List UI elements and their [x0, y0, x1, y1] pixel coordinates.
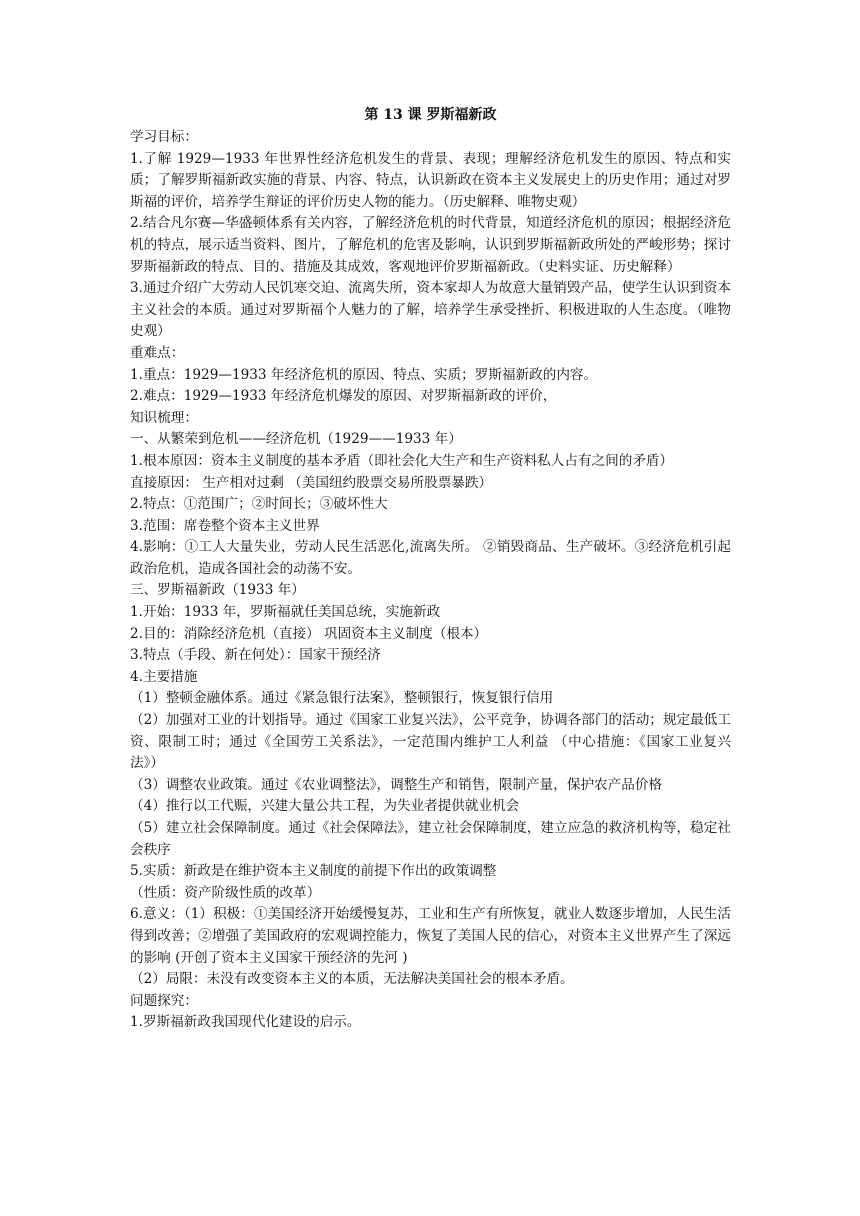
objective-3: 3.通过介绍广大劳动人民饥寒交迫、流离失所，资本家却人为故意大量销毁产品，使学生认识到资本主义社会的本质。通过对罗斯福个人魅力的了解，培养学生承受挫折、积极进取的人生态度。（唯物史观）	[130, 280, 731, 340]
key-point-1: 1.重点：1929—1933 年经济危机的原因、特点、实质；罗斯福新政的内容。	[130, 366, 598, 383]
new-deal-start: 1.开始：1933 年，罗斯福就任美国总统，实施新政	[130, 604, 441, 621]
knowledge-heading: 知识梳理：	[130, 409, 198, 426]
inquiry-heading: 问题探究：	[130, 992, 198, 1009]
direct-cause: 直接原因： 生产相对过剩 （美国纽约股票交易所股票暴跌）	[130, 474, 493, 491]
section-1-title: 一、从繁荣到危机——经济危机（1929——1933 年）	[130, 431, 462, 448]
measure-1: （1）整顿金融体系。通过《紧急银行法案》，整顿银行，恢复银行信用	[130, 690, 554, 707]
root-cause: 1.根本原因：资本主义制度的基本矛盾（即社会化大生产和生产资料私人占有之间的矛盾）	[130, 452, 674, 469]
inquiry-1: 1.罗斯福新政我国现代化建设的启示。	[130, 1014, 361, 1031]
measure-2: （2）加强对工业的计划指导。通过《国家工业复兴法》，公平竞争，协调各部门的活动；规定最低工资、限制工时；通过《全国劳工关系法》，一定范围内维护工人利益 （中心措施：《国家工业复兴法》）	[130, 712, 731, 772]
key-points-heading: 重难点：	[130, 344, 185, 361]
document-page	[130, 104, 731, 1034]
measure-4: （4）推行以工代赈，兴建大量公共工程，为失业者提供就业机会	[130, 798, 520, 815]
new-deal-nature: （性质：资产阶级性质的改革）	[130, 884, 321, 901]
crisis-features: 2.特点：①范围广；②时间长；③破坏性大	[130, 496, 388, 513]
new-deal-purpose: 2.目的：消除经济危机（直接） 巩固资本主义制度（根本）	[130, 625, 488, 642]
new-deal-feature: 3.特点（手段、新在何处）：国家干预经济	[130, 647, 381, 664]
key-point-2: 2.难点：1929—1933 年经济危机爆发的原因、对罗斯福新政的评价，	[130, 388, 557, 405]
new-deal-significance: 6.意义：（1）积极：①美国经济开始缓慢复苏，工业和生产有所恢复，就业人数逐步增加，人民生活得到改善；②增强了美国政府的宏观调控能力，恢复了美国人民的信心，对资本主义世界产生了深远的影响 (开创了资本主义国家干预经济的先河 )	[130, 906, 731, 966]
lesson-title: 第 13 课 罗斯福新政	[364, 107, 497, 123]
crisis-impact: 4.影响：①工人大量失业，劳动人民生活恶化,流离失所。 ②销毁商品、生产破坏。③经济危机引起政治危机，造成各国社会的动荡不安。	[130, 539, 731, 577]
objective-1: 1.了解 1929—1933 年世界性经济危机发生的背景、表现；理解经济危机发生的原因、特点和实质；了解罗斯福新政实施的背景、内容、特点，认识新政在资本主义发展史上的历史作用；通过对罗斯福的评价，培养学生辩证的评价历史人物的能力。（历史解释、唯物史观）	[130, 150, 731, 210]
crisis-scope: 3.范围：席卷整个资本主义世界	[130, 517, 320, 534]
objectives-heading: 学习目标：	[130, 129, 198, 145]
new-deal-limitation: （2）局限：未没有改变资本主义的本质，无法解决美国社会的根本矛盾。	[130, 971, 574, 988]
new-deal-essence: 5.实质：新政是在维护资本主义制度的前提下作出的政策调整	[130, 863, 497, 880]
new-deal-measures-heading: 4.主要措施	[130, 668, 198, 685]
measure-5: （5）建立社会保障制度。通过《社会保障法》，建立社会保障制度，建立应急的救济机构等，稳定社会秩序	[130, 820, 731, 858]
measure-3: （3）调整农业政策。通过《农业调整法》，调整生产和销售，限制产量，保护农产品价格	[130, 776, 663, 793]
objective-2: 2.结合凡尔赛—华盛顿体系有关内容，了解经济危机的时代背景，知道经济危机的原因；根据经济危机的特点，展示适当资料、图片，了解危机的危害及影响，认识到罗斯福新政所处的严峻形势；探讨罗斯福新政的特点、目的、措施及其成效，客观地评价罗斯福新政。（史料实证、历史解释）	[130, 215, 731, 275]
section-3-title: 三、罗斯福新政（1933 年）	[130, 582, 305, 599]
